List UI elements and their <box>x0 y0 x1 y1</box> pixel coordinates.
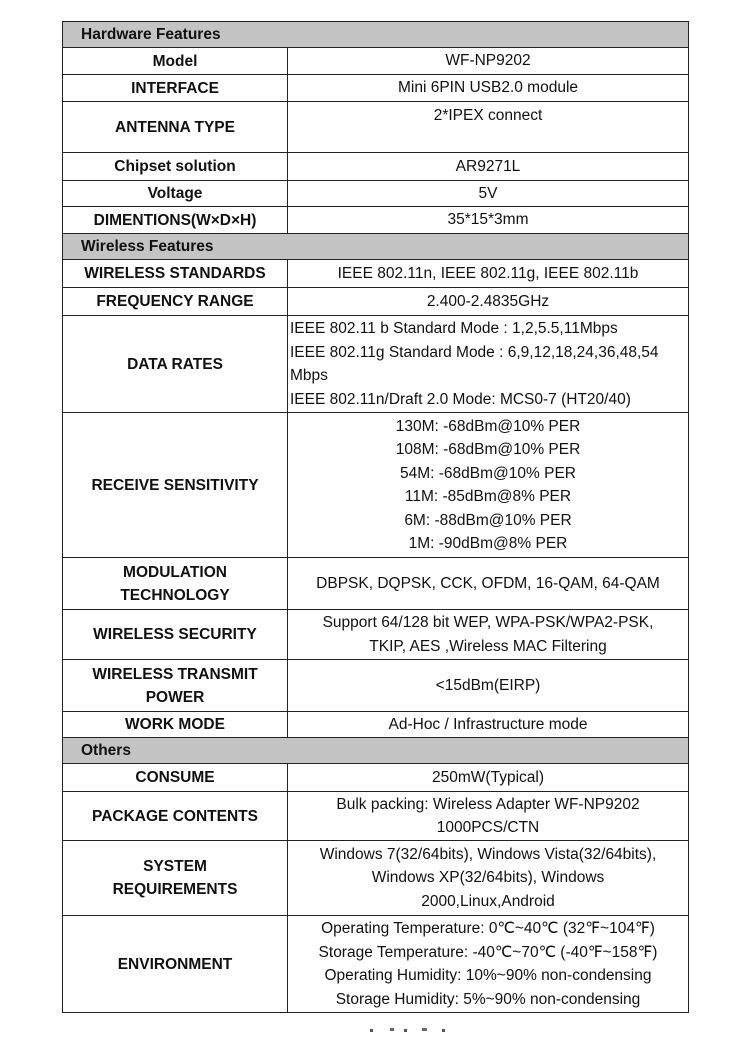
spec-label-line: FREQUENCY RANGE <box>96 293 254 310</box>
spec-label-line: WIRELESS STANDARDS <box>84 265 266 282</box>
spec-value-line: IEEE 802.11n, IEEE 802.11g, IEEE 802.11b <box>337 264 639 282</box>
spec-row <box>63 413 689 558</box>
spec-label-chipset-solution <box>63 153 288 181</box>
spec-value-line: 54M: -68dBm@10% PER <box>400 464 576 482</box>
spec-label-line: TECHNOLOGY <box>120 586 230 604</box>
spec-value-antenna-type <box>288 102 689 153</box>
spec-label-wireless-standards <box>63 260 288 288</box>
spec-label-interface <box>63 75 288 102</box>
spec-value-line: IEEE 802.11g Standard Mode : 6,9,12,18,24,36,48,54 Mbps <box>290 343 659 384</box>
spec-value-line: 1000PCS/CTN <box>436 819 540 836</box>
spec-label-dimentions-w-d-h <box>63 207 288 234</box>
spec-row <box>63 764 689 792</box>
spec-value-line: Mini 6PIN USB2.0 module <box>397 79 579 97</box>
spec-value-line: <15dBm(EIRP) <box>435 676 541 694</box>
spec-value-line: 2*IPEX connect <box>433 107 543 124</box>
spec-value-line: 250mW(Typical) <box>432 768 544 786</box>
spec-value-frequency-range <box>288 288 689 316</box>
spec-label-data-rates <box>63 316 288 413</box>
spec-label-frequency-range <box>63 288 288 316</box>
spec-value-line: 35*15*3mm <box>447 211 529 229</box>
spec-label-line: DIMENTIONS(W×D×H) <box>93 211 257 229</box>
spec-value-line: Storage Temperature: -40℃~70℃ (-40℉~158℉) <box>318 943 658 961</box>
spec-label-line: ANTENNA TYPE <box>115 118 235 136</box>
spec-value-line: IEEE 802.11 b Standard Mode : 1,2,5.5,11Mbps <box>290 320 618 337</box>
spec-label-line: PACKAGE CONTENTS <box>92 807 258 825</box>
spec-row <box>63 712 689 738</box>
spec-row <box>63 102 689 153</box>
spec-label-line: ENVIRONMENT <box>117 955 233 973</box>
spec-label-line: WIRELESS TRANSMIT <box>92 665 258 683</box>
spec-label-line: WIRELESS SECURITY <box>93 626 257 643</box>
spec-label-line: SYSTEM <box>143 858 207 875</box>
spec-label-wireless-security <box>63 610 288 660</box>
spec-label-receive-sensitivity <box>63 413 288 558</box>
spec-row <box>63 610 689 660</box>
spec-value-line: Ad-Hoc / Infrastructure mode <box>388 715 588 733</box>
spec-row <box>63 260 689 288</box>
spec-row <box>63 660 689 712</box>
spec-value-consume <box>288 764 689 792</box>
spec-value-line: Storage Humidity: 5%~90% non-condensing <box>335 990 641 1008</box>
spec-value-receive-sensitivity <box>288 413 689 558</box>
spec-value-line: 11M: -85dBm@8% PER <box>404 488 572 505</box>
spec-label-line: CONSUME <box>135 769 215 786</box>
spec-value-line: 1M: -90dBm@8% PER <box>408 535 568 552</box>
spec-value-line: Operating Humidity: 10%~90% non-condensing <box>324 967 652 984</box>
section-header-row <box>63 234 689 260</box>
section-title-hardware-features: Hardware Features <box>63 22 689 48</box>
spec-row <box>63 181 689 207</box>
spec-value-line: 2000,Linux,Android <box>421 892 555 910</box>
section-header-row <box>63 738 689 764</box>
hardware-spec-table <box>62 21 689 1013</box>
spec-row <box>63 48 689 75</box>
spec-value-wireless-transmit-power <box>288 660 689 712</box>
spec-row <box>63 558 689 610</box>
spec-label-antenna-type <box>63 102 288 153</box>
spec-value-line: 2.400-2.4835GHz <box>426 292 550 310</box>
spec-label-voltage <box>63 181 288 207</box>
spec-row <box>63 207 689 234</box>
spec-row <box>63 288 689 316</box>
spec-value-line: TKIP, AES ,Wireless MAC Filtering <box>369 637 607 655</box>
spec-label-environment <box>63 916 288 1013</box>
spec-label-consume <box>63 764 288 792</box>
spec-value-line: 108M: -68dBm@10% PER <box>395 441 581 458</box>
spec-value-line: DBPSK, DQPSK, CCK, OFDM, 16-QAM, 64-QAM <box>316 574 660 592</box>
spec-label-line: WORK MODE <box>125 716 225 733</box>
spec-row <box>63 916 689 1013</box>
spec-value-line: Windows XP(32/64bits), Windows <box>371 869 605 887</box>
section-header-row <box>63 22 689 48</box>
spec-label-line: INTERFACE <box>131 79 219 97</box>
spec-label-line: MODULATION <box>123 563 227 581</box>
section-title-wireless-features: Wireless Features <box>63 234 689 260</box>
spec-value-line: Bulk packing: Wireless Adapter WF-NP9202 <box>336 795 640 813</box>
spec-value-line: IEEE 802.11n/Draft 2.0 Mode: MCS0-7 (HT20/40) <box>290 390 631 408</box>
spec-label-wireless-transmit-power <box>63 660 288 712</box>
spec-label-model <box>63 48 288 75</box>
spec-label-line: REQUIREMENTS <box>112 881 238 898</box>
spec-value-modulation-technology <box>288 558 689 610</box>
spec-label-line: DATA RATES <box>127 355 223 373</box>
spec-label-package-contents <box>63 792 288 841</box>
spec-value-line: 130M: -68dBm@10% PER <box>395 417 581 435</box>
spec-value-package-contents <box>288 792 689 841</box>
spec-row <box>63 75 689 102</box>
spec-value-data-rates <box>288 316 689 413</box>
spec-table-body <box>63 22 689 1013</box>
spec-value-wireless-standards <box>288 260 689 288</box>
spec-value-line: 5V <box>478 184 498 202</box>
spec-value-interface <box>288 75 689 102</box>
spec-value-work-mode <box>288 712 689 738</box>
spec-label-line: POWER <box>145 688 205 706</box>
spec-value-environment <box>288 916 689 1013</box>
spec-value-line: AR9271L <box>455 157 521 175</box>
spec-value-line: Support 64/128 bit WEP, WPA-PSK/WPA2-PSK, <box>322 614 654 631</box>
spec-label-modulation-technology <box>63 558 288 610</box>
spec-value-system-requirements <box>288 841 689 916</box>
spec-row <box>63 841 689 916</box>
spec-value-line: Windows 7(32/64bits), Windows Vista(32/64bits), <box>319 845 657 863</box>
spec-value-line: WF-NP9202 <box>445 52 531 70</box>
spec-value-wireless-security <box>288 610 689 660</box>
spec-label-system-requirements <box>63 841 288 916</box>
spec-label-work-mode <box>63 712 288 738</box>
spec-value-chipset-solution <box>288 153 689 181</box>
section-title-others: Others <box>63 738 689 764</box>
cropped-text-trace <box>370 1027 450 1033</box>
spec-label-line: RECEIVE SENSITIVITY <box>91 476 259 494</box>
spec-value-voltage <box>288 181 689 207</box>
spec-label-line: Voltage <box>147 185 203 202</box>
spec-row <box>63 792 689 841</box>
spec-value-line: Operating Temperature: 0℃~40℃ (32℉~104℉) <box>321 920 655 937</box>
spec-label-line: Chipset solution <box>114 158 236 175</box>
spec-label-line: Model <box>152 52 198 70</box>
spec-value-line: 6M: -88dBm@10% PER <box>404 511 572 529</box>
spec-row <box>63 153 689 181</box>
spec-value-model <box>288 48 689 75</box>
spec-row <box>63 316 689 413</box>
spec-value-dimentions-w-d-h <box>288 207 689 234</box>
